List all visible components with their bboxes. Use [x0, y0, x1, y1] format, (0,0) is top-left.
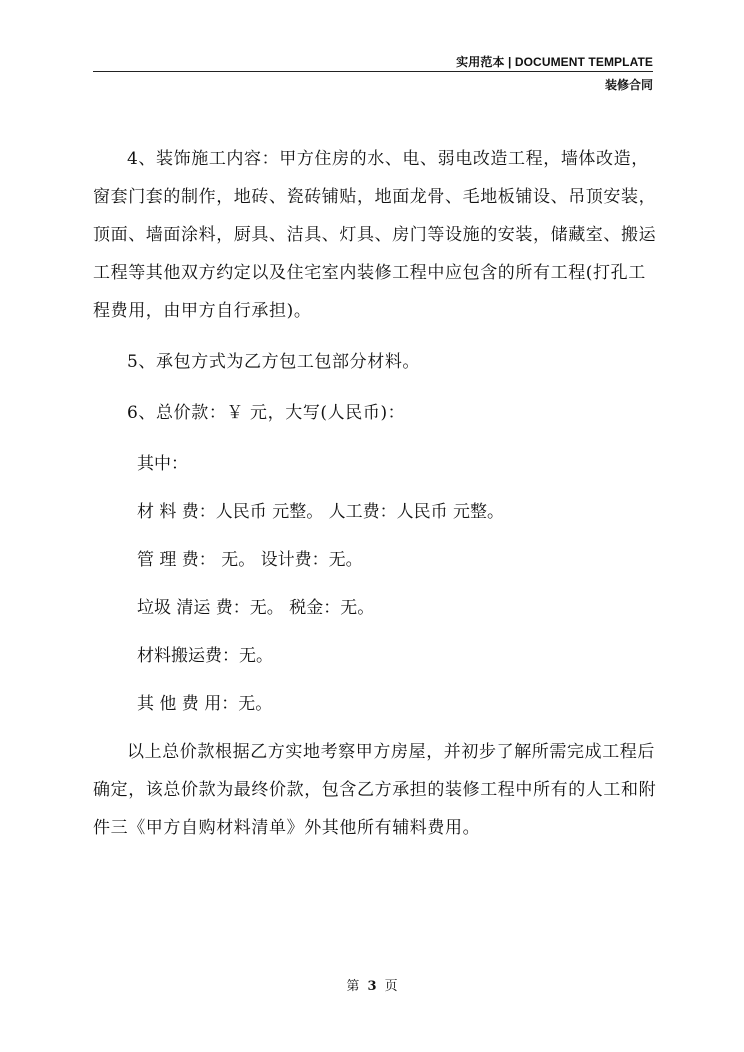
fee-line-material-transport: 材料搬运费：无。 [137, 646, 273, 666]
page-footer [0, 975, 744, 994]
clause-4-construction-content: 4、装饰施工内容：甲方住房的水、电、弱电改造工程，墙体改造，窗套门套的制作，地砖、瓷砖铺贴，地面龙骨、毛地板铺设、吊顶安装，顶面、墙面涂料，厨具、洁具、灯具、房门等设施的安装，储藏室、搬运工程等其他双方约定以及住宅室内装修工程中应包含的所有工程(打孔工程费用，由甲方自行承担)。 [93, 149, 657, 321]
clause-6-total-price: 6、总价款：￥ 元，大写(人民币)： [127, 403, 406, 423]
clause-5-contract-method: 5、承包方式为乙方包工包部分材料。 [127, 352, 421, 372]
footer-prefix: 第 [346, 979, 360, 994]
header-document-title: 装修合同 [604, 78, 653, 92]
fee-line-cleanup-tax: 垃圾 清运 费：无。 税金：无。 [137, 598, 375, 618]
header-divider [93, 71, 653, 72]
fee-line-management-design: 管 理 费： 无。 设计费：无。 [137, 550, 363, 570]
fee-line-other: 其 他 费 用：无。 [137, 694, 273, 714]
fee-line-materials-labor: 材 料 费：人民币 元整。 人工费：人民币 元整。 [137, 502, 505, 522]
footer-suffix: 页 [384, 979, 398, 994]
page-number: 3 [367, 979, 377, 994]
fee-breakdown-heading: 其中： [137, 454, 188, 474]
closing-paragraph: 以上总价款根据乙方实地考察甲方房屋，并初步了解所需完成工程后确定，该总价款为最终价款，包含乙方承担的装修工程中所有的人工和附件三《甲方自购材料清单》外其他所有辅料费用。 [93, 742, 657, 838]
document-body [93, 140, 663, 847]
header-template-label: 实用范本 | DOCUMENT TEMPLATE [456, 55, 653, 69]
